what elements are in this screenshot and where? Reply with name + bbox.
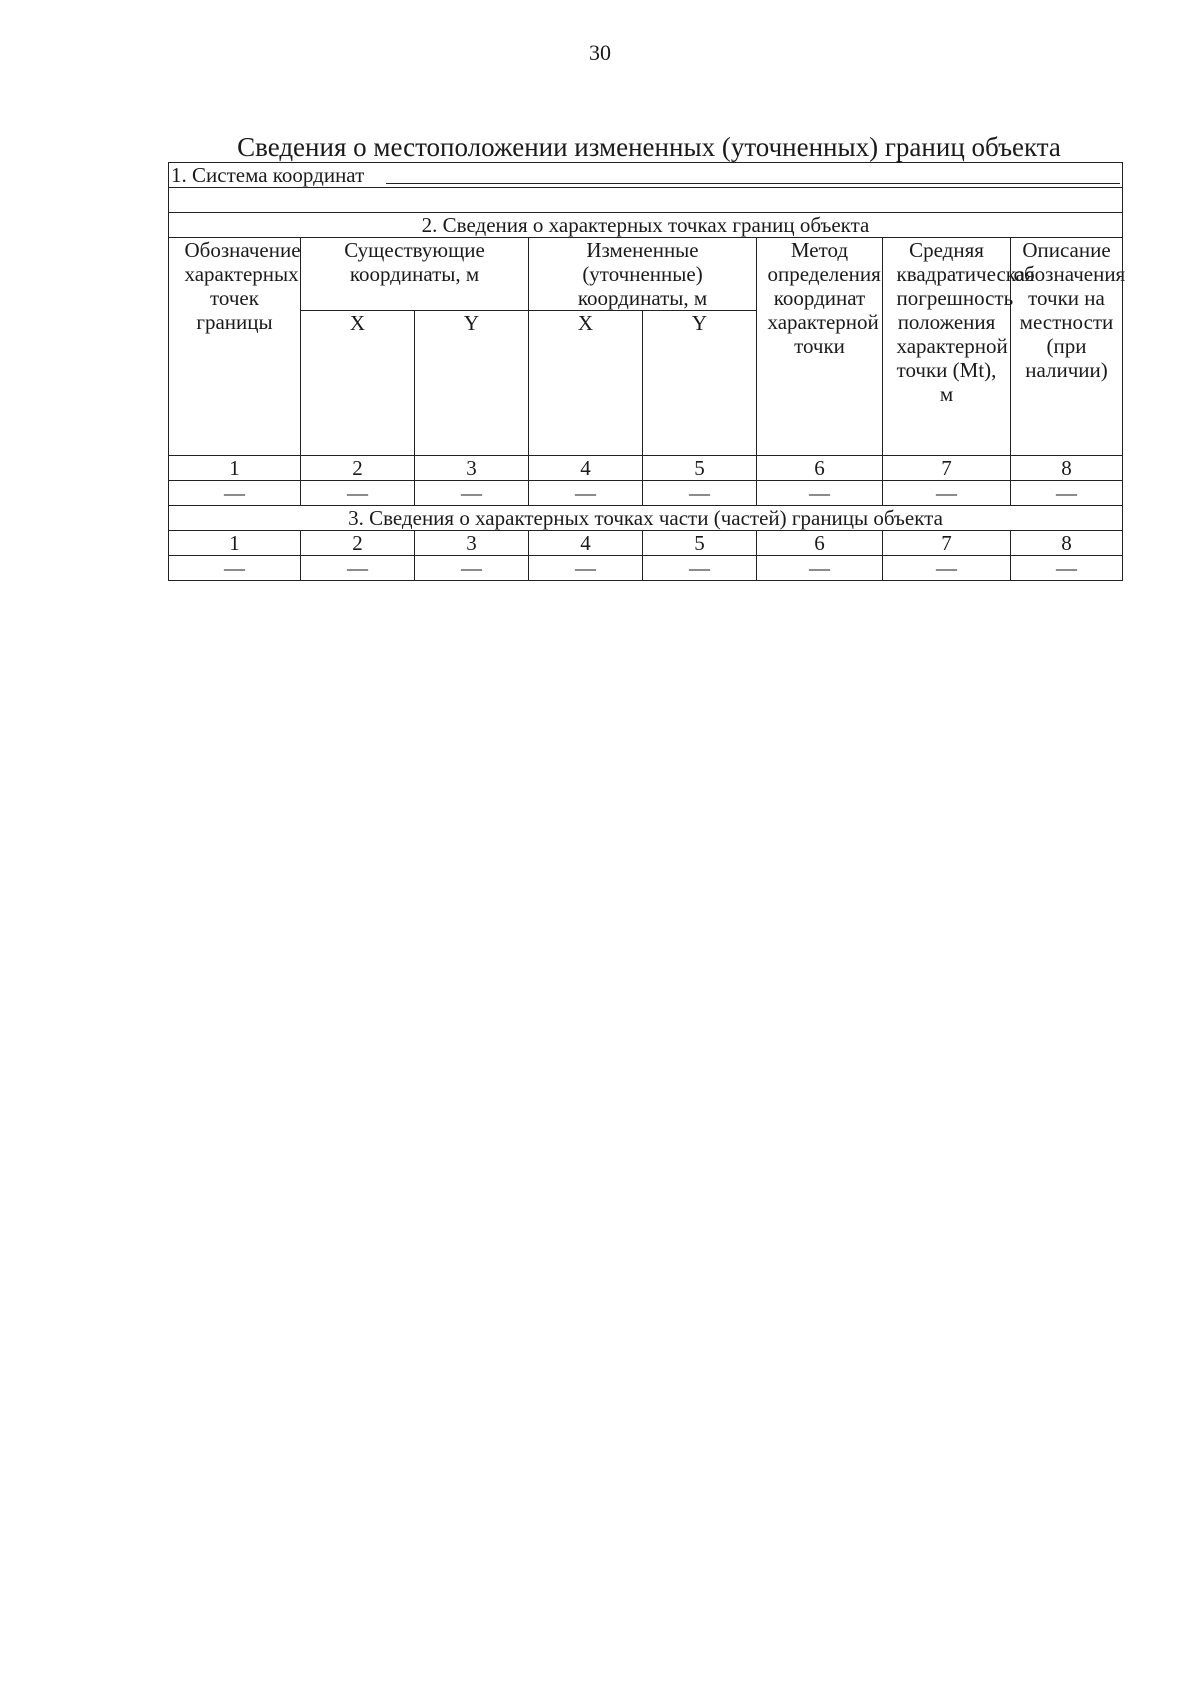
empty-value: — [643, 556, 757, 581]
empty-value: — [169, 556, 301, 581]
column-number: 4 [529, 456, 643, 481]
column-number: 3 [415, 531, 529, 556]
empty-value: — [529, 556, 643, 581]
blank-row [169, 188, 1123, 213]
empty-value: — [169, 481, 301, 506]
coordinate-system-cell [169, 163, 1123, 188]
section2-column-numbers [169, 456, 1123, 481]
empty-value: — [757, 556, 883, 581]
column-number: 7 [883, 456, 1011, 481]
section2-empty-row [169, 481, 1123, 506]
column-number: 5 [643, 456, 757, 481]
blank-cell [169, 188, 1123, 213]
document-title: Сведения о местоположении измененных (уточненных) границ объекта [237, 132, 1061, 162]
empty-value: — [1011, 481, 1123, 506]
empty-value: — [415, 556, 529, 581]
page-number: 30 [589, 40, 611, 65]
boundary-points-table [168, 162, 1126, 581]
header-changed-text: Измененные (уточненные) координаты, м [577, 238, 708, 310]
section2-heading: 2. Сведения о характерных точках границ объекта [169, 213, 1123, 238]
column-number: 5 [643, 531, 757, 556]
empty-value: — [1011, 556, 1123, 581]
coordinate-system-label: 1. Система координат [171, 163, 365, 187]
header-designation [169, 238, 301, 456]
column-number: 6 [757, 456, 883, 481]
empty-value: — [883, 556, 1011, 581]
empty-value: — [301, 481, 415, 506]
empty-value: — [883, 481, 1011, 506]
header-error-text: Средняя квадратическая погрешность положения характерной точки (Mt), м [896, 238, 1035, 406]
column-number: 6 [757, 531, 883, 556]
header-method-text: Метод определения координат характерной точки [767, 238, 881, 358]
header-description-text: Описание обозначения точки на местности (при наличии) [1013, 238, 1126, 382]
empty-value: — [757, 481, 883, 506]
empty-value: — [301, 556, 415, 581]
column-number: 8 [1011, 531, 1123, 556]
coordinate-system-row [169, 163, 1123, 188]
column-number: 1 [169, 456, 301, 481]
section3-heading: 3. Сведения о характерных точках части (частей) границы объекта [169, 506, 1123, 531]
section3-column-numbers [169, 531, 1123, 556]
header-existing-y: Y [415, 311, 529, 456]
header-existing-coordinates [301, 238, 529, 311]
column-number: 2 [301, 531, 415, 556]
header-method [757, 238, 883, 456]
column-number: 3 [415, 456, 529, 481]
column-number: 8 [1011, 456, 1123, 481]
section3-empty-row [169, 556, 1123, 581]
header-changed-coordinates [529, 238, 757, 311]
empty-value: — [529, 481, 643, 506]
empty-value: — [643, 481, 757, 506]
column-number: 2 [301, 456, 415, 481]
section2-heading-row [169, 213, 1123, 238]
header-description [1011, 238, 1126, 456]
column-number: 4 [529, 531, 643, 556]
header-existing-x: X [301, 311, 415, 456]
coordinate-system-blank-line [386, 182, 1120, 184]
header-changed-x: X [529, 311, 643, 456]
column-number: 7 [883, 531, 1011, 556]
header-changed-y: Y [643, 311, 757, 456]
header-designation-text: Обозначение характерных точек границы [184, 238, 301, 334]
column-number: 1 [169, 531, 301, 556]
header-existing-text: Существующие координаты, м [344, 238, 485, 286]
empty-value: — [415, 481, 529, 506]
section3-heading-row [169, 506, 1123, 531]
section2-header-row-1 [169, 238, 1123, 311]
header-error [883, 238, 1035, 456]
